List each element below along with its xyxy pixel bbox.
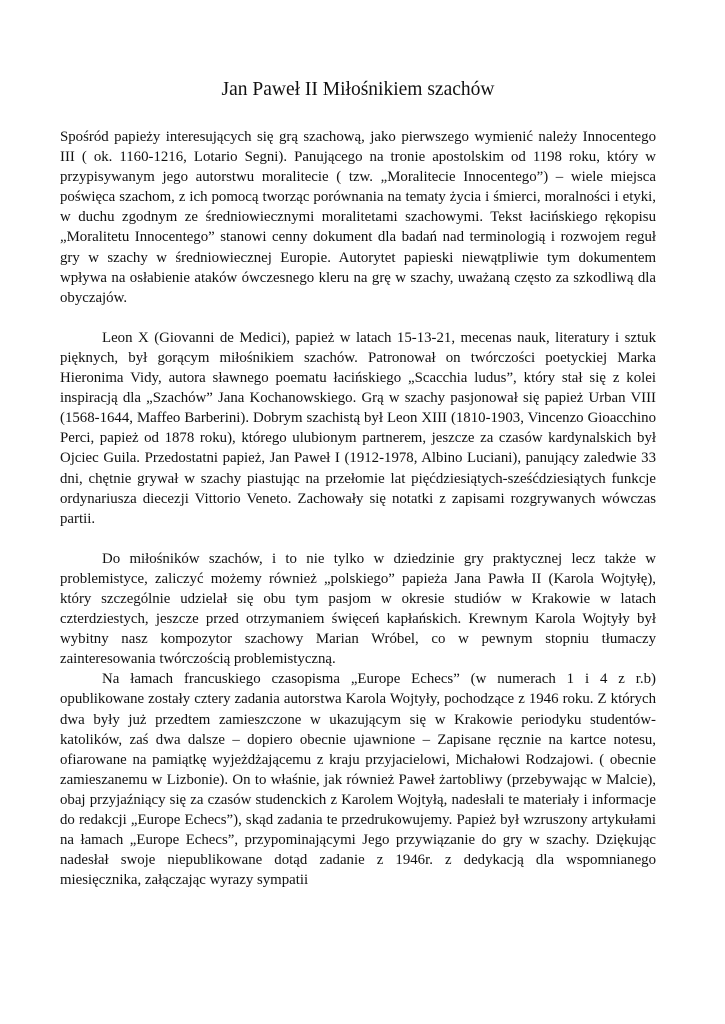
document-title: Jan Paweł II Miłośnikiem szachów — [221, 79, 495, 100]
document-page — [60, 78, 656, 910]
paragraph-leon-x: Leon X (Giovanni de Medici), papież w latach 15-13-21, mecenas nauk, literatury i sztuk pięknych, był gorącym miłośnikiem szachów. Patronował on twórczości poetyckiej Marka Hieronima Vidy, autora sławnego poematu łacińskiego „Scacchia ludus”, który stał się z kolei inspiracją dla „Szachów” Jana Kochanowskiego. Grą w szachy pasjonował się papież Urban VIII (1568-1644, Maffeo Barberini). Dobrym szachistą był Leon XIII (1810-1903, Vincenzo Gioacchino Perci, papież od 1878 roku), którego ulubionym partnerem, jeszcze za czasów kardynalskich był Ojciec Guila. Przedostatni papież, Jan Paweł I (1912-1978, Albino Luciani), panujący zaledwie 33 dni, chętnie grywał w szachy piastując na przełomie lat pięćdziesiątych-sześćdziesiątych funkcje ordynariusza diecezji Vittorio Veneto. Zachowały się notatki z zapisami rozgrywanych wówczas partii. — [60, 329, 656, 527]
paragraph-john-paul-ii: Do miłośników szachów, i to nie tylko w dziedzinie gry praktycznej lecz także w problemistyce, zaliczyć możemy również „polskiego” papieża Jana Pawła II (Karola Wojtyłę), który szczególnie udzielał się obu tym pasjom w okresie studiów w Krakowie w latach czterdziestych, jeszcze przed otrzymaniem święceń kapłańskich. Krewnym Karola Wojtyły był wybitny nasz kompozytor szachowy Marian Wróbel, co w pewnym stopniu tłumaczy zainteresowania twórczością problemistyczną. — [60, 550, 656, 668]
paragraph-innocent-iii: Spośród papieży interesujących się grą szachową, jako pierwszego wymienić należy Innocentego III ( ok. 1160-1216, Lotario Segni). Panującego na tronie apostolskim od 1198 roku, który w przypisywanym jego autorstwu moralitecie ( tzw. „Moralitecie Innocentego”) – wiele miejsca poświęca szachom, z ich pomocą tworząc porównania na tematy życia i śmierci, moralności i etyki, w duchu zgodnym ze średniowiecznymi moralitetami szachowymi. Tekst łacińskiego rękopisu „Moralitetu Innocentego” stanowi cenny dokument dla badań nad terminologią i rozwojem reguł gry w szachy w średniowiecznej Europie. Autorytet papieski niewątpliwie tym dokumentem wpływa na osłabienie ataków ówczesnego kleru na grę w szachy, uważaną często za szkodliwą dla obyczajów. — [60, 129, 656, 306]
paragraph-europe-echecs: Na łamach francuskiego czasopisma „Europe Echecs” (w numerach 1 i 4 z r.b) opublikowane zostały cztery zadania autorstwa Karola Wojtyły, pochodzące z 1946 roku. Z których dwa były już przedtem zamieszczone w ukazującym się w Krakowie periodyku studentów-katolików, zaś dwa dalsze – dopiero obecnie ujawnione – Zapisane ręcznie na kartce notesu, ofiarowane na pamiątkę wyjeżdżającemu z kraju przyjacielowi, Michałowi Rodzajowi. ( obecnie zamieszanemu w Lizbonie). On to właśnie, jak również Paweł żartobliwy (przebywając w Malcie), obaj przyjaźniący się za czasów studenckich z Karolem Wojtyłą, nadesłali te materiały i informacje do redakcji „Europe Echecs”), skąd zadania te przedrukowujemy. Papież był wzruszony artykułami na łamach „Europe Echecs”, przypominającymi Jego przywiązanie do gry w szachy. Dziękując nadesłał swoje niepublikowane dotąd zadanie z 1946r. z dedykacją dla wspomnianego miesięcznika, załączając wyrazy sympatii — [60, 671, 656, 889]
